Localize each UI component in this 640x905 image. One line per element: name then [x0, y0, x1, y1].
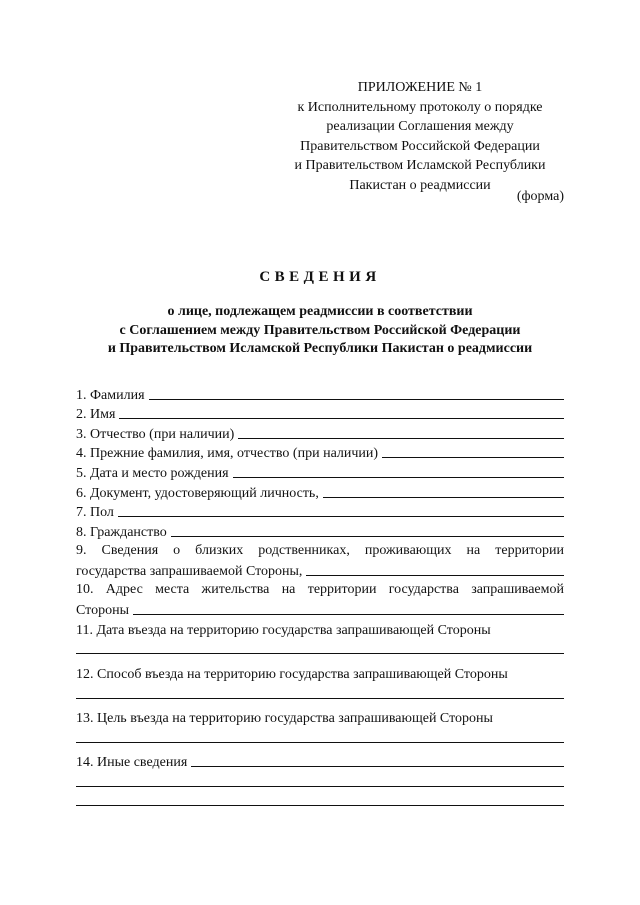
- field-name: [76, 404, 564, 424]
- field-label: 12. Способ въезда на территорию государства запрашивающей Стороны: [76, 666, 508, 682]
- field-label: Стороны: [76, 603, 129, 619]
- document-subtitle: [40, 303, 600, 359]
- entry-date-input-line[interactable]: [76, 653, 564, 654]
- entry-method-input-line[interactable]: [76, 698, 564, 699]
- field-label: 5. Дата и место рождения: [76, 465, 229, 481]
- other-info-input-line[interactable]: [76, 805, 564, 806]
- field-address: [76, 600, 564, 620]
- document-title: СВЕДЕНИЯ: [259, 269, 381, 285]
- field-label: 7. Пол: [76, 505, 114, 521]
- field-entry-purpose: [76, 727, 564, 747]
- subtitle-line: с Соглашением между Правительством Российской Федерации: [119, 322, 521, 338]
- annex-line: реализации Соглашения между: [326, 119, 514, 134]
- field-label: 2. Имя: [76, 407, 116, 423]
- annex-line: ПРИЛОЖЕНИЕ № 1: [357, 80, 483, 95]
- field-citizenship: [76, 521, 564, 541]
- sex-input-line[interactable]: [118, 515, 564, 517]
- former-names-input-line[interactable]: [382, 456, 564, 458]
- field-entry-date: [76, 639, 564, 659]
- birth-input-line[interactable]: [233, 476, 564, 478]
- citizenship-input-line[interactable]: [171, 535, 564, 537]
- field-label: 11. Дата въезда на территорию государства запрашивающей Стороны: [76, 622, 491, 638]
- id-document-input-line[interactable]: [323, 496, 564, 498]
- field-label: 3. Отчество (при наличии): [76, 426, 235, 442]
- field-other-info-line-2: [76, 771, 564, 791]
- subtitle-line: и Правительством Исламской Республики Пакистан о реадмиссии: [107, 341, 533, 356]
- surname-input-line[interactable]: [149, 398, 564, 400]
- field-address-label: [76, 580, 564, 600]
- field-label: 6. Документ, удостоверяющий личность,: [76, 485, 319, 501]
- annex-header: [260, 78, 580, 195]
- field-label: 8. Гражданство: [76, 524, 167, 540]
- name-input-line[interactable]: [119, 417, 564, 419]
- form-fields: [76, 384, 564, 810]
- field-entry-method-label: [76, 663, 564, 683]
- field-relatives-label: [76, 541, 564, 561]
- field-former-names: [76, 443, 564, 463]
- field-entry-date-label: [76, 619, 564, 639]
- form-note: (форма): [516, 189, 564, 204]
- field-label: 13. Цель въезда на территорию государства запрашивающей Стороны: [76, 711, 493, 727]
- field-label: 9. Сведения о близких родственниках, проживающих на территории: [76, 542, 564, 558]
- field-surname: [76, 384, 564, 404]
- field-entry-method: [76, 683, 564, 703]
- annex-line: к Исполнительному протоколу о порядке: [297, 99, 543, 115]
- field-label: 4. Прежние фамилия, имя, отчество (при наличии): [76, 446, 379, 462]
- field-label: 14. Иные сведения: [76, 755, 188, 771]
- other-info-input-line[interactable]: [76, 786, 564, 787]
- field-patronymic: [76, 423, 564, 443]
- annex-line: Пакистан о реадмиссии: [349, 177, 491, 193]
- field-label: 10. Адрес места жительства на территории государства запрашиваемой: [76, 581, 564, 597]
- annex-line: Правительством Российской Федерации: [300, 138, 540, 154]
- field-other-info-line-3: [76, 791, 564, 811]
- annex-line: и Правительством Исламской Республики: [294, 158, 546, 173]
- relatives-input-line[interactable]: [306, 574, 564, 576]
- other-info-input-line[interactable]: [191, 765, 564, 767]
- field-entry-purpose-label: [76, 708, 564, 728]
- subtitle-line: о лице, подлежащем реадмиссии в соответствии: [167, 304, 473, 319]
- entry-purpose-input-line[interactable]: [76, 742, 564, 743]
- field-sex: [76, 502, 564, 522]
- field-other-info: [76, 752, 564, 772]
- field-relatives: [76, 560, 564, 580]
- address-input-line[interactable]: [133, 613, 564, 615]
- field-id-document: [76, 482, 564, 502]
- patronymic-input-line[interactable]: [238, 437, 564, 439]
- field-label: 1. Фамилия: [76, 387, 145, 403]
- field-birth: [76, 462, 564, 482]
- field-label: государства запрашиваемой Стороны,: [76, 563, 303, 579]
